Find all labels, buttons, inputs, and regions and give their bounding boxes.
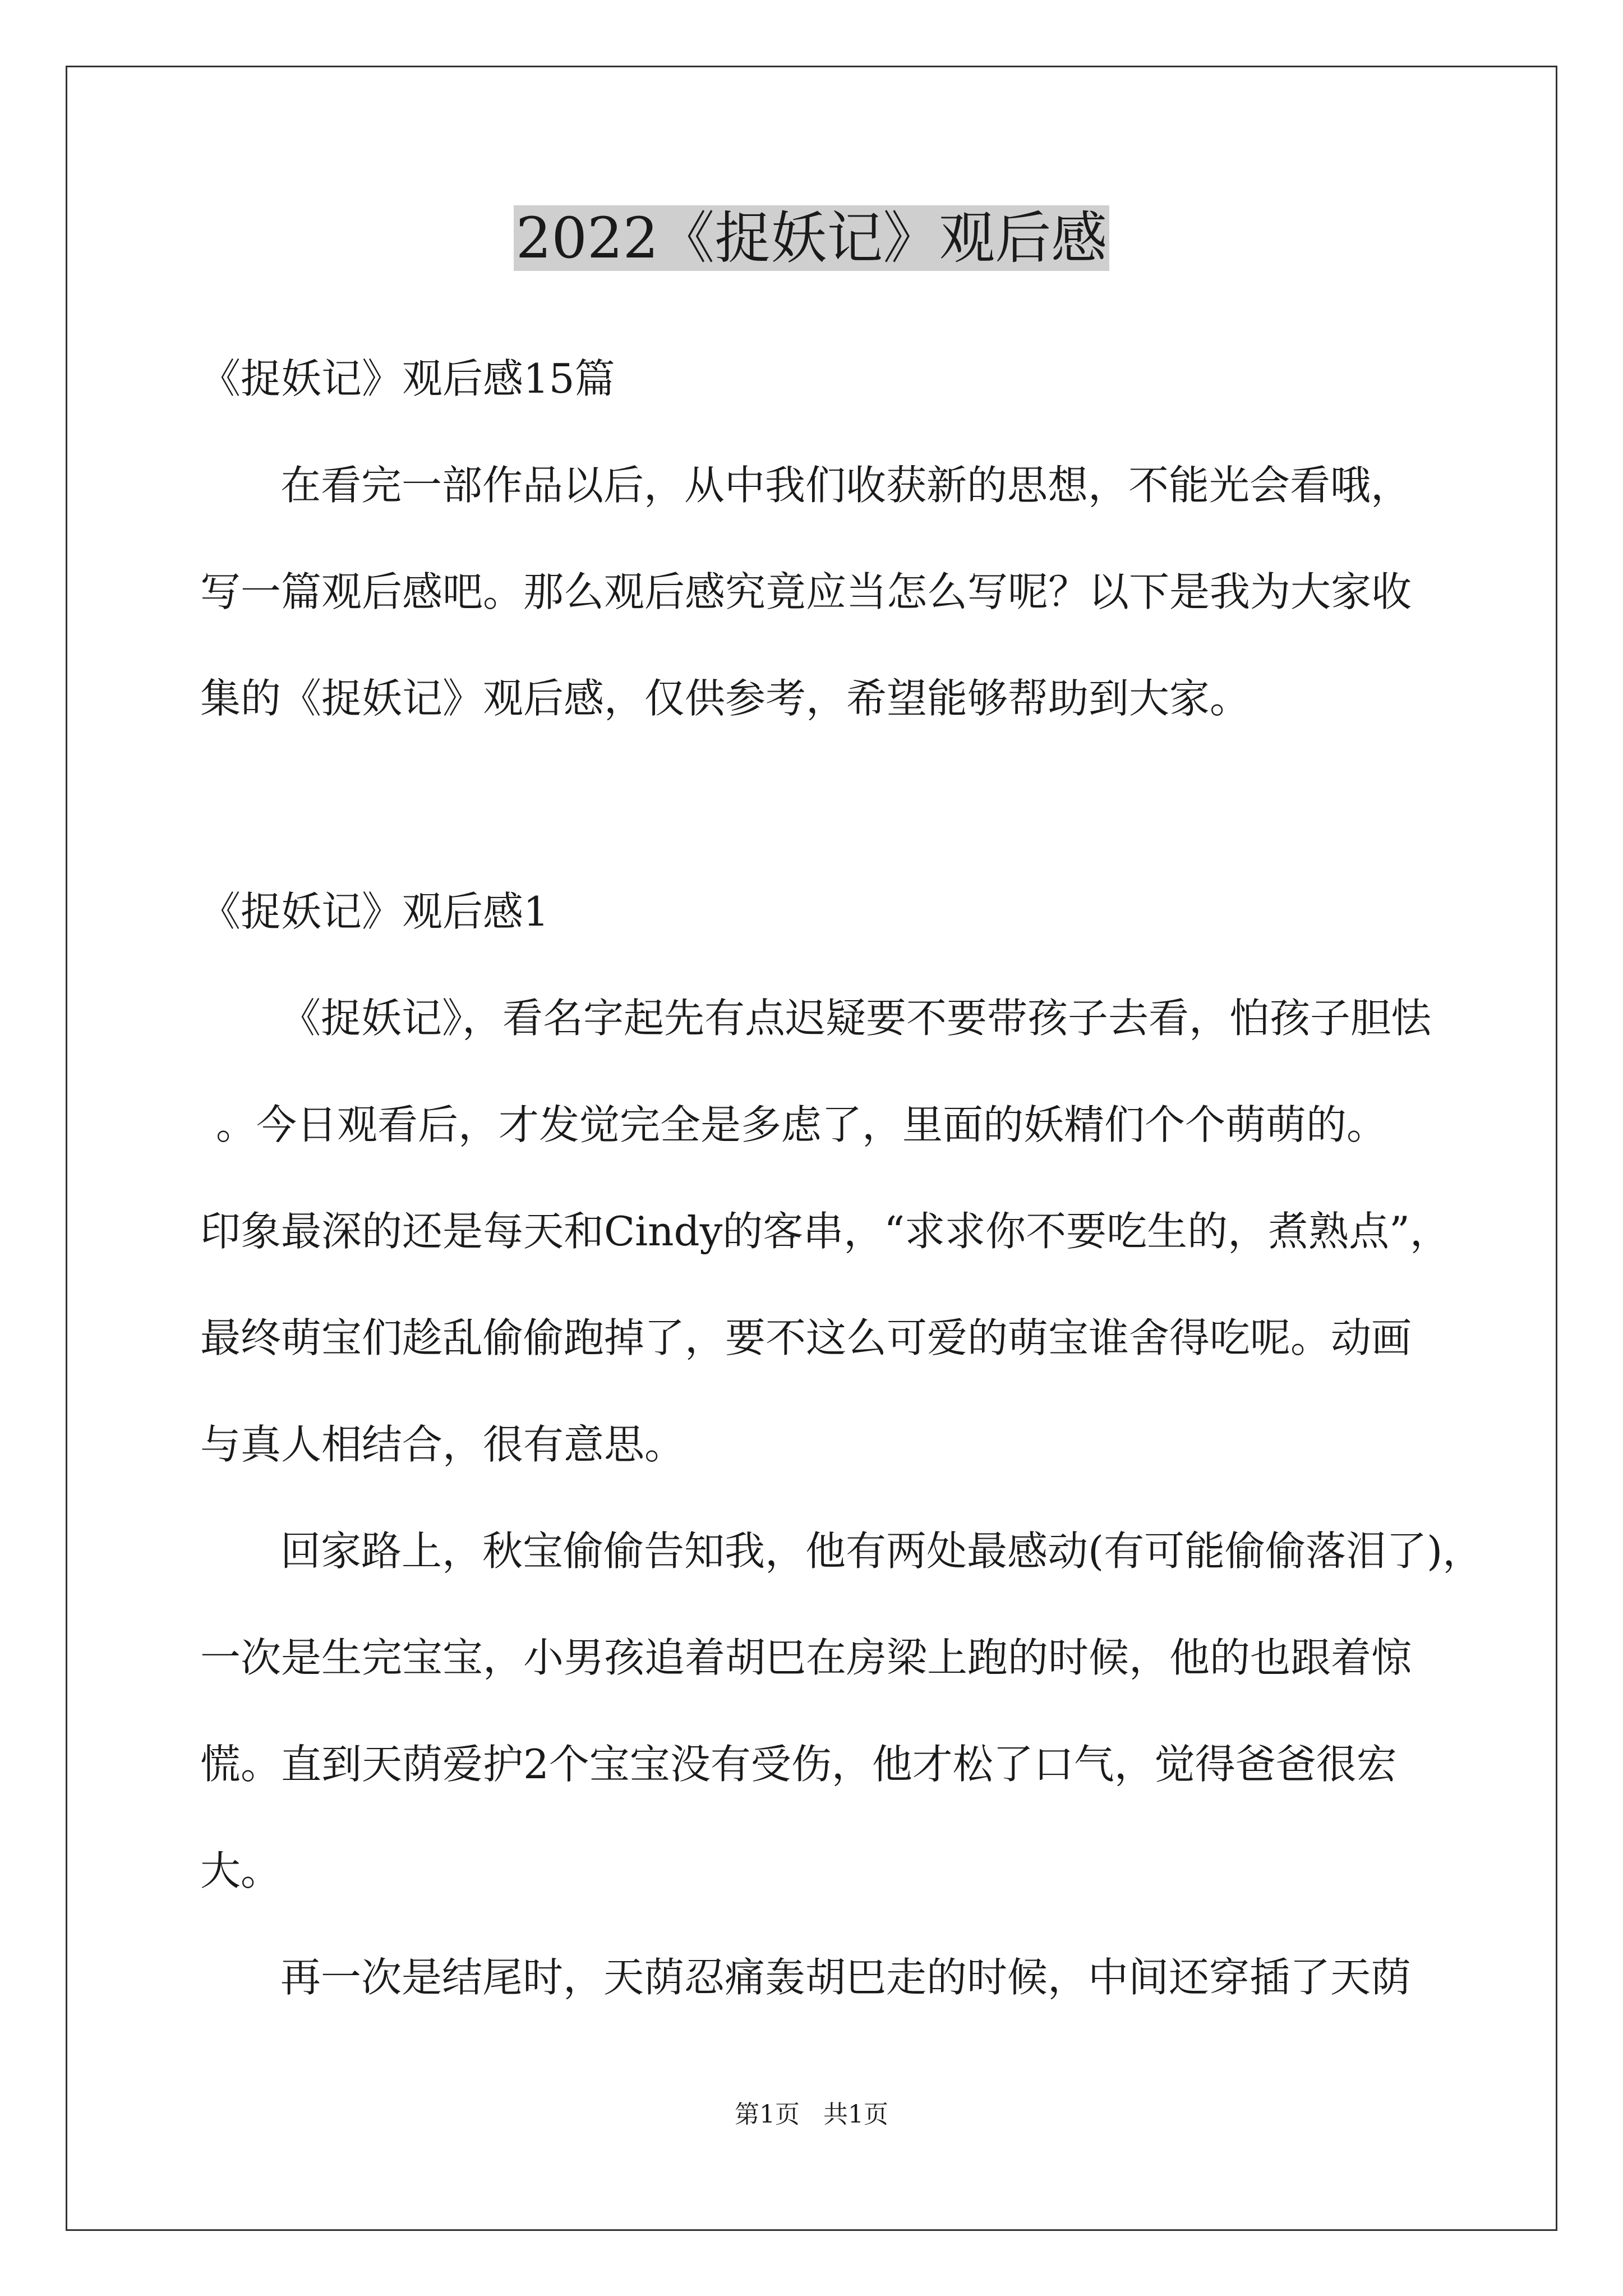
paragraph2-line-2: 一次是生完宝宝，小男孩追着胡巴在房梁上跑的时候，他的也跟着惊 xyxy=(200,1634,1412,1681)
paragraph1-line-2: 。今日观看后，才发觉完全是多虑了，里面的妖精们个个萌萌的。 xyxy=(216,1101,1387,1148)
title-text: 2022《捉妖记》观后感 xyxy=(514,205,1110,271)
section-heading: 《捉妖记》观后感1 xyxy=(200,888,549,935)
paragraph2-line-4: 大。 xyxy=(200,1847,282,1894)
paragraph2-line-3: 慌。直到天荫爱护2个宝宝没有受伤，他才松了口气，觉得爸爸很宏 xyxy=(200,1741,1397,1788)
intro-line-2: 写一篇观后感吧。那么观后感究竟应当怎么写呢？以下是我为大家收 xyxy=(200,568,1412,615)
intro-line-1: 在看完一部作品以后，从中我们收获新的思想，不能光会看哦， xyxy=(280,462,1412,509)
paragraph1-line-3: 印象最深的还是每天和Cindy的客串，“求求你不要吃生的，煮熟点”， xyxy=(200,1208,1450,1255)
intro-line-3: 集的《捉妖记》观后感，仅供参考，希望能够帮助到大家。 xyxy=(200,675,1251,722)
paragraph1-line-4: 最终萌宝们趁乱偷偷跑掉了，要不这么可爱的萌宝谁舍得吃呢。动画 xyxy=(200,1314,1412,1361)
page-footer: 第1页 共1页 xyxy=(735,2100,888,2129)
document-title xyxy=(0,199,1623,278)
paragraph2-line-1: 回家路上，秋宝偷偷告知我，他有两处最感动(有可能偷偷落泪了)， xyxy=(280,1527,1483,1575)
subtitle: 《捉妖记》观后感15篇 xyxy=(200,355,615,402)
paragraph3-line-1: 再一次是结尾时，天荫忍痛轰胡巴走的时候，中间还穿插了天荫 xyxy=(280,1954,1412,2001)
paragraph1-line-5: 与真人相结合，很有意思。 xyxy=(200,1421,685,1468)
paragraph1-line-1: 《捉妖记》，看名字起先有点迟疑要不要带孩子去看，怕孩子胆怯 xyxy=(280,995,1432,1042)
